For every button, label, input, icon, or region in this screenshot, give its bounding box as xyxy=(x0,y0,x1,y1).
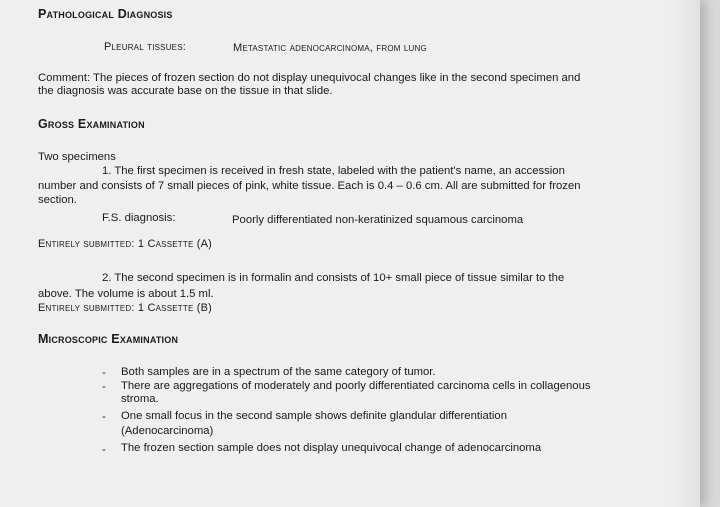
specimen-2-line-1: 2. The second specimen is in formalin and consists of 10+ small piece of tissue similar to the xyxy=(102,272,565,284)
submitted-cassette-b: Entirely submitted: 1 Cassette (B) xyxy=(38,302,213,314)
microscopic-bullet-2-line-1: There are aggregations of moderately and poorly differentiated carcinoma cells in collagenous xyxy=(121,380,591,392)
fs-diagnosis-label: F.S. diagnosis: xyxy=(102,212,176,224)
specimen-2-line-2: above. The volume is about 1.5 ml. xyxy=(38,288,214,300)
pathological-diagnosis-heading: Pathological Diagnosis xyxy=(38,7,173,21)
microscopic-examination-heading: Microscopic Examination xyxy=(38,332,179,346)
submitted-cassette-a: Entirely submitted: 1 Cassette (A) xyxy=(38,238,213,250)
specimen-1-line-2: number and consists of 7 small pieces of pink, white tissue. Each is 0.4 – 0.6 cm. All are submitted for frozen xyxy=(38,180,581,192)
comment-line-1: Comment: The pieces of frozen section do not display unequivocal changes like in the second specimen and xyxy=(38,72,581,84)
bullet-dash: - xyxy=(102,411,106,423)
gross-intro: Two specimens xyxy=(38,151,116,163)
microscopic-bullet-3-line-1: One small focus in the second sample shows definite glandular differentiation xyxy=(121,410,507,422)
microscopic-bullet-2-line-2: stroma. xyxy=(121,393,159,405)
diagnosis-site: Pleural tissues: xyxy=(104,41,187,53)
bullet-dash: - xyxy=(102,367,106,379)
specimen-1-line-3: section. xyxy=(38,194,77,206)
bullet-dash: - xyxy=(102,444,106,456)
diagnosis-result: Metastatic adenocarcinoma, from lung xyxy=(233,42,427,54)
fs-diagnosis-value: Poorly differentiated non-keratinized squamous carcinoma xyxy=(232,214,524,226)
bullet-dash: - xyxy=(102,381,106,393)
gross-examination-heading: Gross Examination xyxy=(38,117,145,131)
specimen-1-line-1: 1. The first specimen is received in fresh state, labeled with the patient's name, an accession xyxy=(102,165,565,177)
microscopic-bullet-1: Both samples are in a spectrum of the same category of tumor. xyxy=(121,366,436,378)
comment-line-2: the diagnosis was accurate base on the tissue in that slide. xyxy=(38,85,333,97)
microscopic-bullet-4: The frozen section sample does not display unequivocal change of adenocarcinoma xyxy=(121,442,542,454)
microscopic-bullet-3-line-2: (Adenocarcinoma) xyxy=(121,425,214,437)
